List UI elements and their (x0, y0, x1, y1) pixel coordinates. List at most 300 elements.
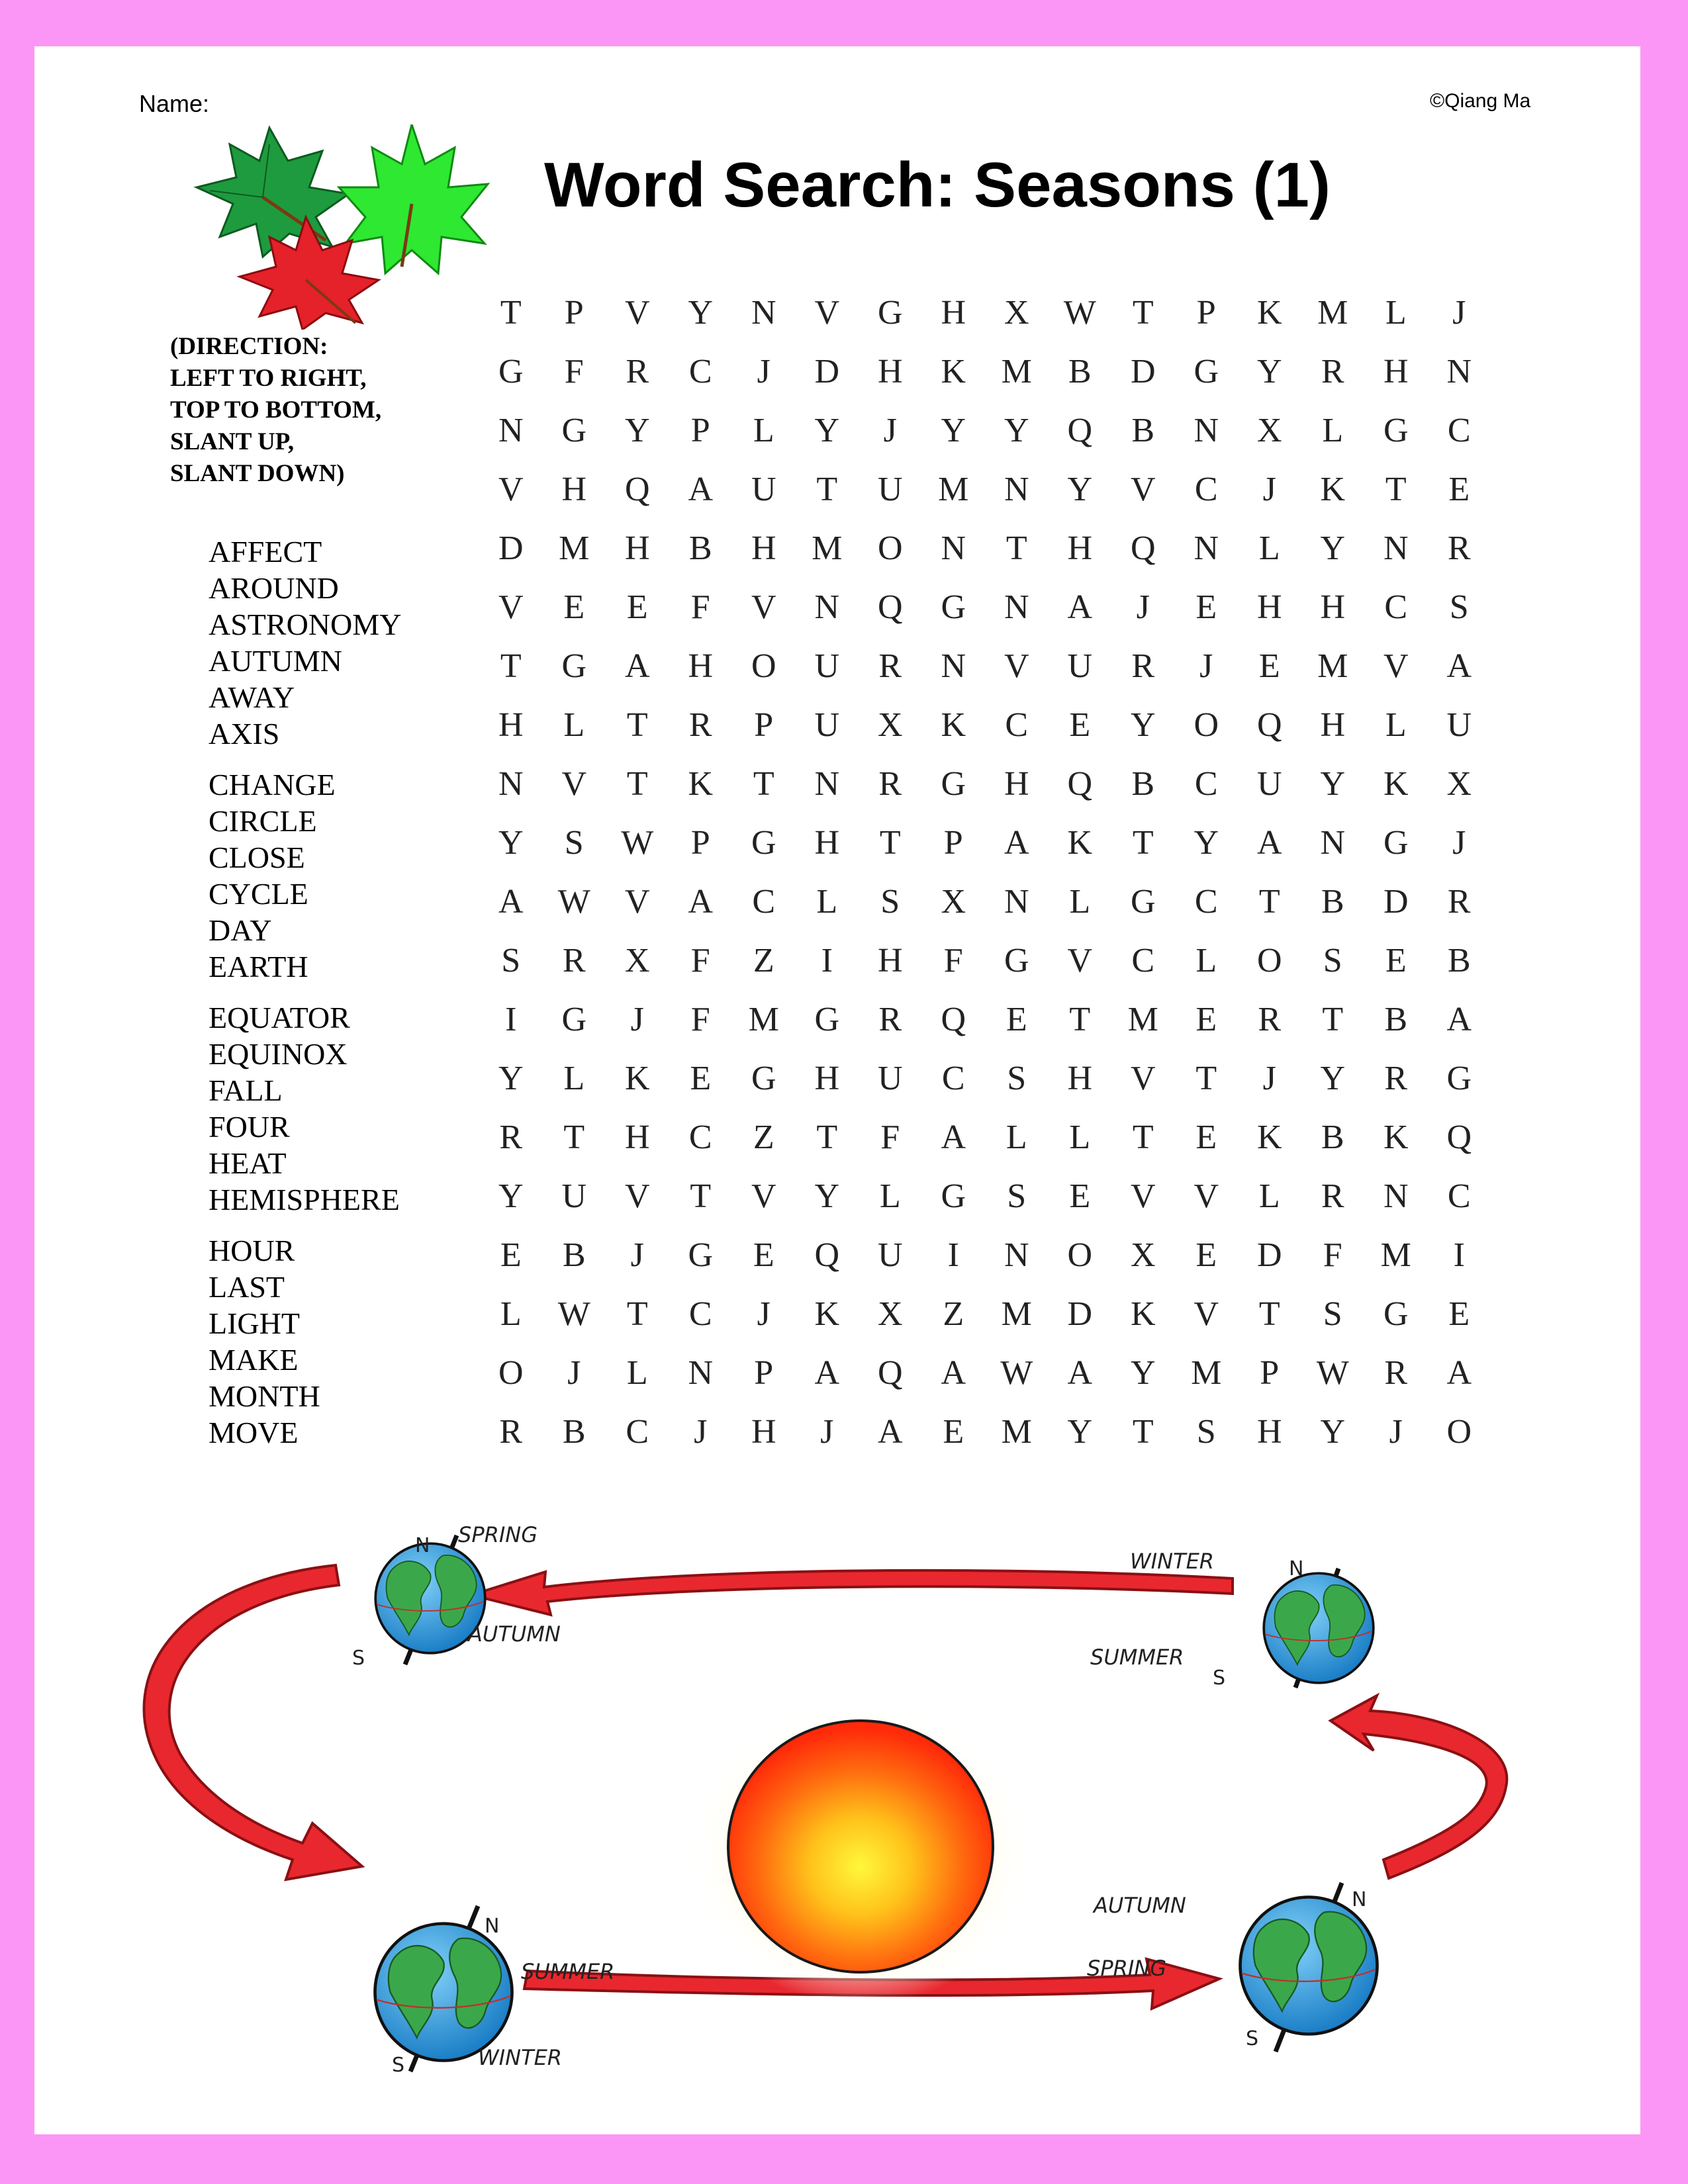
grid-letter: M (1317, 647, 1348, 685)
grid-letter: B (562, 1413, 586, 1451)
grid-letter: A (1256, 824, 1282, 862)
grid-letter: X (624, 942, 650, 979)
grid-letter: A (941, 1354, 966, 1392)
grid-letter: W (557, 883, 590, 921)
grid-letter: E (1448, 471, 1470, 508)
grid-letter: Q (1446, 1118, 1472, 1156)
grid-letter: V (498, 471, 524, 508)
grid-letter: A (1067, 588, 1093, 626)
season-label: WINTER (1130, 1549, 1215, 1574)
word-item: MOVE (209, 1416, 299, 1449)
grid-letter: Y (1256, 353, 1282, 390)
north-label: N (1289, 1557, 1304, 1580)
grid-letter: B (1131, 412, 1155, 449)
grid-letter: P (690, 412, 710, 449)
globe-top-right-icon (1090, 1549, 1374, 1690)
word-item: LAST (209, 1270, 285, 1304)
grid-letter: L (753, 412, 774, 449)
grid-letter: X (941, 883, 966, 921)
grid-letter: L (563, 1060, 585, 1097)
grid-letter: A (688, 471, 714, 508)
grid-letter: M (938, 471, 969, 508)
grid-letter: G (941, 1177, 966, 1215)
grid-letter: P (564, 294, 584, 332)
grid-letter: Q (1067, 765, 1093, 803)
grid-row (479, 411, 1535, 470)
grid-letter: N (1446, 353, 1472, 390)
grid-letter: H (1383, 353, 1409, 390)
word-item: HOUR (209, 1234, 295, 1267)
grid-letter: L (1196, 942, 1217, 979)
grid-row (479, 470, 1535, 529)
grid-letter: C (1194, 471, 1218, 508)
grid-letter: E (1069, 706, 1091, 744)
grid-letter: A (498, 883, 524, 921)
grid-letter: K (1130, 1295, 1156, 1333)
grid-row (479, 1295, 1535, 1353)
grid-letter: J (1262, 471, 1276, 508)
grid-letter: T (1258, 883, 1280, 921)
grid-row (479, 352, 1535, 411)
grid-letter: N (498, 412, 524, 449)
grid-row (479, 823, 1535, 882)
worksheet-page (34, 46, 1640, 2134)
grid-letter: S (564, 824, 584, 862)
grid-row (479, 293, 1535, 352)
grid-letter: Y (1067, 471, 1093, 508)
grid-letter: E (753, 1236, 774, 1274)
name-label: Name: (139, 90, 210, 117)
grid-letter: U (877, 471, 903, 508)
grid-letter: R (1321, 1177, 1344, 1215)
grid-row (479, 941, 1535, 1000)
grid-letter: H (1256, 1413, 1282, 1451)
grid-letter: G (561, 647, 587, 685)
grid-letter: F (690, 942, 710, 979)
grid-letter: D (1130, 353, 1156, 390)
grid-letter: H (751, 529, 776, 567)
grid-letter: L (879, 1177, 901, 1215)
grid-letter: H (1067, 529, 1093, 567)
grid-letter: N (498, 765, 524, 803)
grid-row (479, 882, 1535, 941)
grid-letter: E (1196, 1118, 1217, 1156)
grid-letter: D (1256, 1236, 1282, 1274)
grid-letter: K (941, 706, 966, 744)
grid-letter: J (883, 412, 897, 449)
grid-letter: K (941, 353, 966, 390)
grid-letter: S (1323, 1295, 1342, 1333)
maple-leaves-icon (183, 124, 501, 330)
grid-letter: V (561, 765, 587, 803)
grid-row (479, 1059, 1535, 1118)
grid-letter: Y (814, 412, 840, 449)
direction-line: LEFT TO RIGHT, (170, 365, 367, 392)
grid-letter: A (941, 1118, 966, 1156)
grid-letter: R (878, 1001, 902, 1038)
grid-letter: T (500, 647, 522, 685)
word-item: AXIS (209, 717, 280, 751)
grid-letter: R (562, 942, 586, 979)
grid-letter: R (1321, 353, 1344, 390)
season-label: WINTER (478, 2045, 563, 2070)
grid-letter: Y (498, 1060, 524, 1097)
grid-letter: H (814, 824, 840, 862)
grid-letter: U (1446, 706, 1472, 744)
grid-letter: Y (498, 824, 524, 862)
grid-letter: V (1067, 942, 1093, 979)
grid-letter: F (880, 1118, 900, 1156)
grid-letter: H (1320, 706, 1346, 744)
grid-letter: K (1383, 765, 1409, 803)
grid-letter: C (941, 1060, 965, 1097)
grid-letter: R (1447, 529, 1471, 567)
grid-letter: G (941, 588, 966, 626)
grid-letter: Z (943, 1295, 964, 1333)
grid-letter: G (1004, 942, 1029, 979)
grid-letter: I (505, 1001, 517, 1038)
grid-letter: B (1321, 1118, 1344, 1156)
grid-letter: O (1067, 1236, 1093, 1274)
grid-letter: G (561, 1001, 587, 1038)
word-item: AWAY (209, 680, 295, 714)
grid-letter: T (1196, 1060, 1217, 1097)
grid-letter: T (626, 765, 648, 803)
grid-letter: C (626, 1413, 649, 1451)
grid-letter: M (1191, 1354, 1222, 1392)
grid-letter: Y (1320, 529, 1346, 567)
grid-letter: Y (624, 412, 650, 449)
grid-letter: D (1383, 883, 1409, 921)
grid-letter: H (941, 294, 966, 332)
grid-letter: F (690, 588, 710, 626)
grid-letter: B (562, 1236, 586, 1274)
grid-letter: B (1447, 942, 1471, 979)
grid-letter: O (498, 1354, 524, 1392)
grid-letter: V (624, 294, 650, 332)
grid-letter: C (752, 883, 776, 921)
grid-letter: J (630, 1001, 644, 1038)
grid-letter: J (757, 1295, 771, 1333)
grid-letter: V (1130, 1060, 1156, 1097)
grid-letter: T (1132, 294, 1154, 332)
grid-letter: M (1380, 1236, 1411, 1274)
grid-letter: L (1322, 412, 1344, 449)
grid-letter: X (877, 706, 903, 744)
grid-letter: K (814, 1295, 840, 1333)
word-item: CLOSE (209, 841, 305, 874)
word-item: DAY (209, 913, 272, 947)
grid-letter: J (1199, 647, 1213, 685)
grid-letter: L (1385, 294, 1407, 332)
grid-letter: T (1132, 1118, 1154, 1156)
grid-letter: H (1256, 588, 1282, 626)
grid-letter: T (1069, 1001, 1091, 1038)
word-item: CYCLE (209, 877, 308, 911)
grid-letter: U (814, 706, 840, 744)
grid-letter: A (624, 647, 650, 685)
grid-letter: D (814, 353, 840, 390)
grid-letter: I (1453, 1236, 1465, 1274)
grid-row (479, 1000, 1535, 1059)
grid-letter: R (1447, 883, 1471, 921)
grid-letter: A (1446, 1001, 1472, 1038)
grid-letter: N (1194, 529, 1219, 567)
grid-letter: Q (877, 588, 903, 626)
grid-letter: J (1452, 294, 1466, 332)
grid-letter: M (1001, 353, 1032, 390)
grid-letter: N (751, 294, 776, 332)
grid-letter: J (820, 1413, 834, 1451)
grid-letter: L (1069, 883, 1091, 921)
south-label: S (352, 1647, 365, 1670)
grid-row (479, 1353, 1535, 1412)
globe-bottom-right-icon (1087, 1883, 1378, 2052)
grid-letter: C (688, 1295, 712, 1333)
grid-row (479, 529, 1535, 588)
grid-letter: O (1446, 1413, 1472, 1451)
season-label: AUTUMN (468, 1621, 561, 1647)
grid-letter: V (1383, 647, 1409, 685)
grid-letter: P (690, 824, 710, 862)
grid-letter: J (630, 1236, 644, 1274)
grid-letter: Q (1256, 706, 1282, 744)
grid-letter: V (498, 588, 524, 626)
grid-letter: E (626, 588, 648, 626)
grid-letter: T (1006, 529, 1027, 567)
grid-letter: J (1389, 1413, 1403, 1451)
grid-letter: E (1196, 1236, 1217, 1274)
grid-letter: F (943, 942, 963, 979)
grid-letter: Y (1067, 1413, 1093, 1451)
grid-letter: W (557, 1295, 590, 1333)
grid-letter: R (1384, 1354, 1408, 1392)
grid-letter: C (1131, 942, 1155, 979)
word-item: MONTH (209, 1379, 320, 1413)
grid-letter: A (1446, 647, 1472, 685)
grid-letter: C (688, 353, 712, 390)
grid-letter: E (690, 1060, 712, 1097)
word-item: ASTRONOMY (209, 608, 402, 641)
grid-letter: S (1007, 1060, 1027, 1097)
grid-row (479, 705, 1535, 764)
grid-letter: Y (1194, 824, 1219, 862)
grid-letter: T (500, 294, 522, 332)
grid-letter: S (880, 883, 900, 921)
grid-letter: B (1321, 883, 1344, 921)
grid-letter: G (1130, 883, 1156, 921)
page-title: Word Search: Seasons (1) (544, 150, 1331, 220)
letter-grid (479, 293, 1535, 1471)
grid-letter: L (1385, 706, 1407, 744)
grid-letter: S (501, 942, 521, 979)
grid-letter: N (814, 588, 840, 626)
grid-letter: Y (1320, 1413, 1346, 1451)
grid-letter: G (1194, 353, 1219, 390)
grid-letter: N (1004, 883, 1029, 921)
grid-letter: N (1320, 824, 1346, 862)
grid-letter: M (748, 1001, 779, 1038)
grid-letter: T (626, 1295, 648, 1333)
grid-letter: E (500, 1236, 522, 1274)
grid-letter: D (1067, 1295, 1093, 1333)
grid-letter: H (814, 1060, 840, 1097)
word-item: AUTUMN (209, 644, 342, 678)
grid-letter: L (1258, 529, 1280, 567)
grid-letter: X (877, 1295, 903, 1333)
grid-letter: R (626, 353, 649, 390)
grid-letter: N (688, 1354, 714, 1392)
grid-letter: W (1000, 1354, 1033, 1392)
grid-letter: F (564, 353, 584, 390)
grid-letter: L (1258, 1177, 1280, 1215)
grid-letter: B (688, 529, 712, 567)
grid-letter: Q (1067, 412, 1093, 449)
grid-letter: J (567, 1354, 581, 1392)
grid-letter: U (814, 647, 840, 685)
grid-letter: Y (1320, 765, 1346, 803)
direction-line: SLANT UP, (170, 428, 295, 455)
grid-letter: K (1067, 824, 1093, 862)
grid-letter: T (1258, 1295, 1280, 1333)
grid-letter: E (1258, 647, 1280, 685)
light-green-leaf-icon (339, 124, 488, 273)
grid-letter: R (1258, 1001, 1282, 1038)
season-label: SUMMER (1090, 1645, 1184, 1670)
grid-letter: L (563, 706, 585, 744)
earth-orbit-diagram (34, 1522, 1640, 2131)
grid-letter: O (1256, 942, 1282, 979)
grid-letter: T (753, 765, 774, 803)
grid-letter: Y (1320, 1060, 1346, 1097)
dark-green-leaf-icon (197, 128, 349, 257)
grid-row (479, 1236, 1535, 1295)
grid-letter: M (1001, 1413, 1032, 1451)
word-item: EQUINOX (209, 1037, 348, 1071)
grid-letter: T (879, 824, 901, 862)
grid-letter: I (821, 942, 833, 979)
grid-letter: H (877, 353, 903, 390)
grid-letter: A (814, 1354, 840, 1392)
grid-letter: H (624, 529, 650, 567)
grid-letter: T (563, 1118, 585, 1156)
grid-letter: G (1383, 824, 1409, 862)
grid-letter: V (624, 1177, 650, 1215)
word-group (209, 533, 401, 752)
grid-letter: J (1452, 824, 1466, 862)
grid-letter: Y (941, 412, 966, 449)
grid-letter: R (688, 706, 712, 744)
grid-letter: P (754, 1354, 774, 1392)
grid-letter: N (1194, 412, 1219, 449)
grid-letter: H (688, 647, 714, 685)
grid-row (479, 764, 1535, 823)
grid-letter: T (1132, 1413, 1154, 1451)
sun-icon (728, 1721, 993, 1972)
directions-text (170, 331, 381, 490)
grid-letter: P (943, 824, 963, 862)
grid-letter: G (688, 1236, 714, 1274)
grid-letter: U (877, 1060, 903, 1097)
grid-letter: M (559, 529, 590, 567)
grid-letter: T (816, 1118, 838, 1156)
grid-letter: H (1067, 1060, 1093, 1097)
grid-letter: R (499, 1413, 523, 1451)
grid-letter: P (1196, 294, 1216, 332)
grid-letter: K (1256, 1118, 1282, 1156)
direction-line: TOP TO BOTTOM, (170, 396, 382, 424)
grid-letter: V (1004, 647, 1029, 685)
grid-letter: N (1383, 1177, 1409, 1215)
grid-letter: A (1004, 824, 1029, 862)
word-item: LIGHT (209, 1306, 300, 1340)
grid-letter: T (1385, 471, 1407, 508)
grid-letter: J (694, 1413, 708, 1451)
season-label: SUMMER (521, 1959, 615, 1984)
grid-letter: C (1447, 412, 1471, 449)
south-label: S (1213, 1666, 1226, 1690)
grid-letter: G (1446, 1060, 1472, 1097)
grid-letter: V (1194, 1177, 1219, 1215)
grid-letter: M (1127, 1001, 1158, 1038)
grid-row (479, 647, 1535, 705)
grid-letter: H (624, 1118, 650, 1156)
word-item: AROUND (209, 571, 339, 605)
grid-letter: L (1069, 1118, 1091, 1156)
word-item: CHANGE (209, 768, 336, 801)
grid-letter: X (1004, 294, 1029, 332)
grid-letter: Q (1130, 529, 1156, 567)
grid-letter: X (1446, 765, 1472, 803)
word-list (209, 533, 401, 1465)
grid-letter: U (1067, 647, 1093, 685)
word-item: EQUATOR (209, 1001, 350, 1034)
grid-letter: U (561, 1177, 587, 1215)
grid-letter: N (1383, 529, 1409, 567)
grid-letter: F (1323, 1236, 1342, 1274)
word-group (209, 766, 401, 985)
grid-letter: Y (1130, 706, 1156, 744)
grid-letter: O (877, 529, 903, 567)
grid-letter: G (751, 1060, 776, 1097)
grid-letter: B (1068, 353, 1092, 390)
grid-letter: V (624, 883, 650, 921)
grid-letter: N (814, 765, 840, 803)
grid-letter: W (1316, 1354, 1349, 1392)
grid-letter: G (498, 353, 524, 390)
grid-letter: C (1447, 1177, 1471, 1215)
grid-letter: H (751, 1413, 776, 1451)
grid-letter: J (757, 353, 771, 390)
grid-letter: R (878, 765, 902, 803)
grid-letter: G (877, 294, 903, 332)
grid-letter: L (1006, 1118, 1027, 1156)
season-label: AUTUMN (1094, 1893, 1186, 1918)
north-label: N (415, 1534, 430, 1557)
grid-letter: E (1196, 1001, 1217, 1038)
grid-letter: N (1004, 471, 1029, 508)
grid-row (479, 1118, 1535, 1177)
grid-row (479, 1412, 1535, 1471)
grid-letter: Q (941, 1001, 966, 1038)
season-label: SPRING (1087, 1956, 1167, 1981)
grid-letter: L (626, 1354, 648, 1392)
grid-letter: C (1194, 883, 1218, 921)
grid-letter: N (941, 529, 966, 567)
grid-letter: R (1131, 647, 1155, 685)
grid-letter: R (499, 1118, 523, 1156)
grid-letter: V (1194, 1295, 1219, 1333)
